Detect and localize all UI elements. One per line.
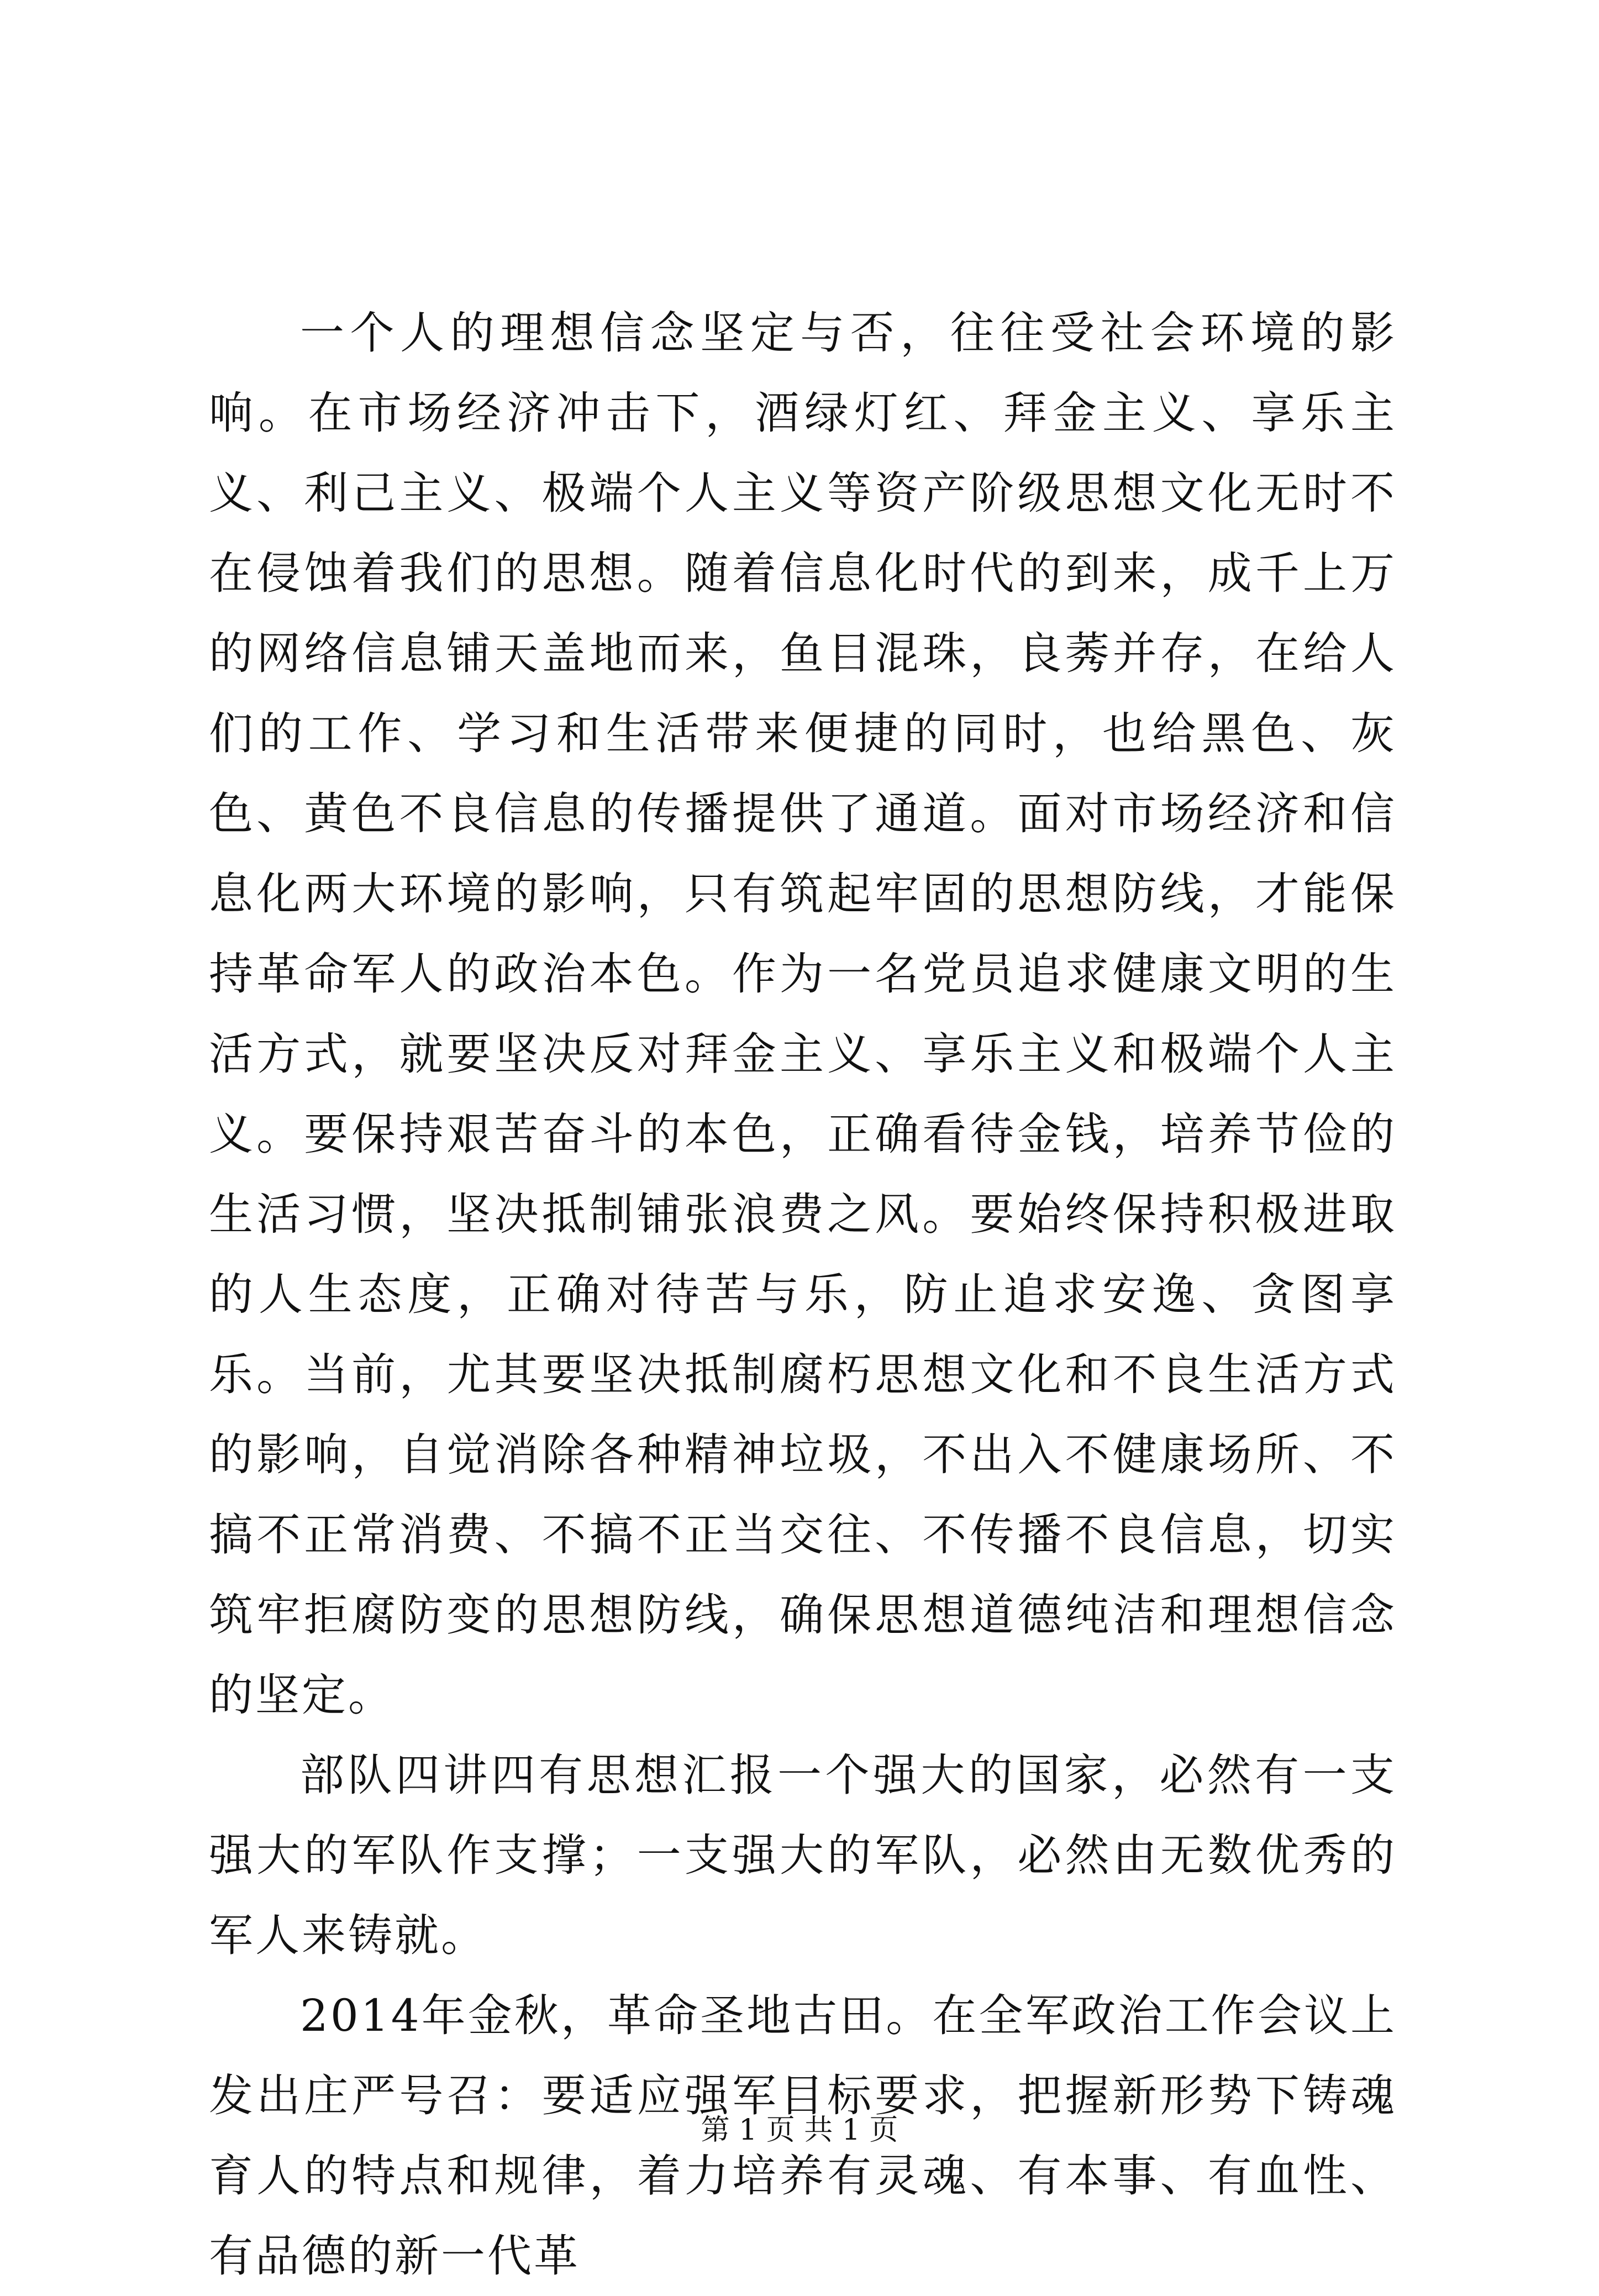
document-body xyxy=(209,293,1397,2296)
paragraph-1: 一个人的理想信念坚定与否，往往受社会环境的影响。在市场经济冲击下，酒绿灯红、拜金主义、享乐主义、利己主义、极端个人主义等资产阶级思想文化无时不在侵蚀着我们的思想。随着信息化时代的到来，成千上万的网络信息铺天盖地而来，鱼目混珠，良莠并存，在给人们的工作、学习和生活带来便捷的同时，也给黑色、灰色、黄色不良信息的传播提供了通道。面对市场经济和信息化两大环境的影响，只有筑起牢固的思想防线，才能保持革命军人的政治本色。作为一名党员追求健康文明的生活方式，就要坚决反对拜金主义、享乐主义和极端个人主义。要保持艰苦奋斗的本色，正确看待金钱，培养节俭的生活习惯，坚决抵制铺张浪费之风。要始终保持积极进取的人生态度，正确对待苦与乐，防止追求安逸、贪图享乐。当前，尤其要坚决抵制腐朽思想文化和不良生活方式的影响，自觉消除各种精神垃圾，不出入不健康场所、不搞不正常消费、不搞不正当交往、不传播不良信息，切实筑牢拒腐防变的思想防线，确保思想道德纯洁和理想信念的坚定。 xyxy=(209,307,1397,1721)
paragraph-3: 2014年金秋，革命圣地古田。在全军政治工作会议上发出庄严号召：要适应强军目标要求，把握新形势下铸魂育人的特点和规律，着力培养有灵魂、有本事、有血性、有品德的新一代革 xyxy=(209,1990,1397,2282)
page-footer: 第 1 页 共 1 页 xyxy=(701,2114,898,2147)
paragraph-2: 部队四讲四有思想汇报一个强大的国家，必然有一支强大的军队作支撑；一支强大的军队，必然由无数优秀的军人来铸就。 xyxy=(209,1749,1397,1961)
